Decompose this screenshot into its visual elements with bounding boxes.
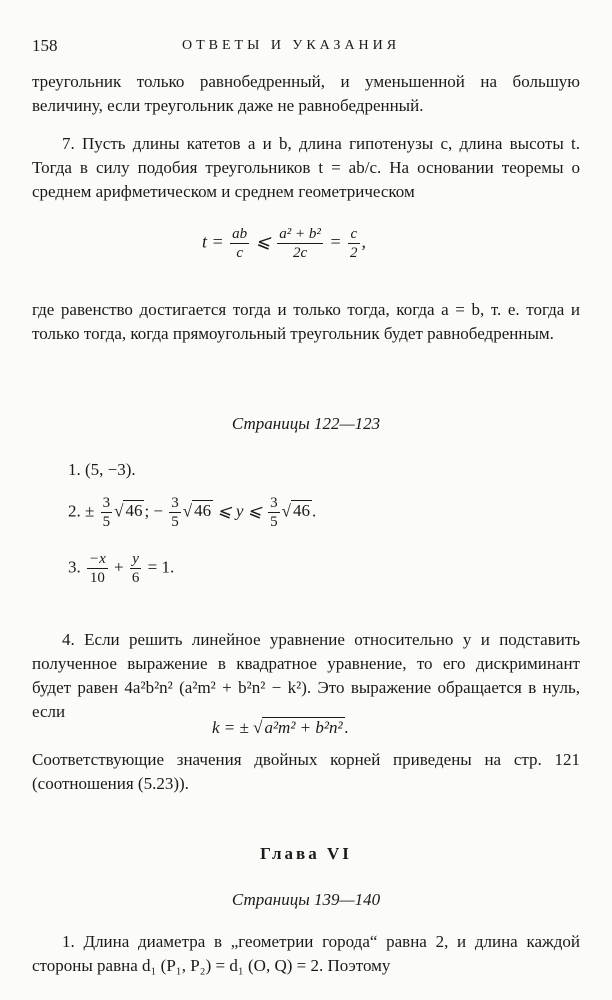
running-title: ОТВЕТЫ И УКАЗАНИЯ bbox=[182, 38, 401, 53]
answer-1: 1. (5, −3). bbox=[68, 460, 136, 479]
paragraph-2: 7. Пусть длины катетов a и b, длина гипотенузы c, длина высоты t. Тогда в силу подобия треугольников t = ab/c. На основании теоремы о среднем арифметическом и среднем геометрическом bbox=[32, 134, 580, 201]
answer-3: 3. $\frac{-x}{10}$ + $\frac{y}{6}$ = 1. bbox=[68, 551, 175, 586]
page-number: 158 bbox=[32, 36, 58, 55]
paragraph-5: Соответствующие значения двойных корней приведены на стр. 121 (соотношения (5.23)). bbox=[32, 750, 580, 793]
paragraph-3: где равенство достигается тогда и только тогда, когда a = b, т. е. тогда и только тогда, когда прямоугольный треугольник будет равнобедренным. bbox=[32, 300, 580, 343]
page-header bbox=[32, 28, 580, 58]
paragraph-1: треугольник только равнобедренный, и уменьшенной на большую величину, если треугольник даже не равнобедренный. bbox=[32, 72, 580, 115]
section-heading-1: Страницы 122—123 bbox=[231, 414, 381, 433]
answer-2: 2. ± $\frac{3}{5}$ √ 46 ; − $\frac{3}{5}$ √ 46 ⩽ y ⩽ $\frac{3}{5}$ √ 46 . bbox=[68, 495, 317, 530]
chapter-heading: Глава VI bbox=[260, 844, 352, 863]
book-page bbox=[32, 28, 580, 975]
paragraph-6: 1. Длина диаметра в „геометрии города“ равна 2, и длина каждой стороны равна d₁ (P₁, P₂) = d₁ (O, Q) = 2. Поэтому bbox=[32, 932, 580, 975]
paragraph-4: 4. Если решить линейное уравнение относительно y и подставить полученное выражение в квадратное уравнение, то его дискриминант будет равен 4a²b²n² (a²m² + b²n² − k²). Это выражение обращается в нуль, если bbox=[32, 630, 580, 721]
section-heading-2: Страницы 139—140 bbox=[231, 890, 381, 909]
formula-k: k = ± √ a²m² + b²n² . bbox=[212, 718, 349, 737]
formula-inequality: t = $\frac{ab}{c}$ ⩽ $\frac{\text{a² + b²}}{2c}$ = $\frac{c}{2}$ , bbox=[202, 226, 367, 261]
